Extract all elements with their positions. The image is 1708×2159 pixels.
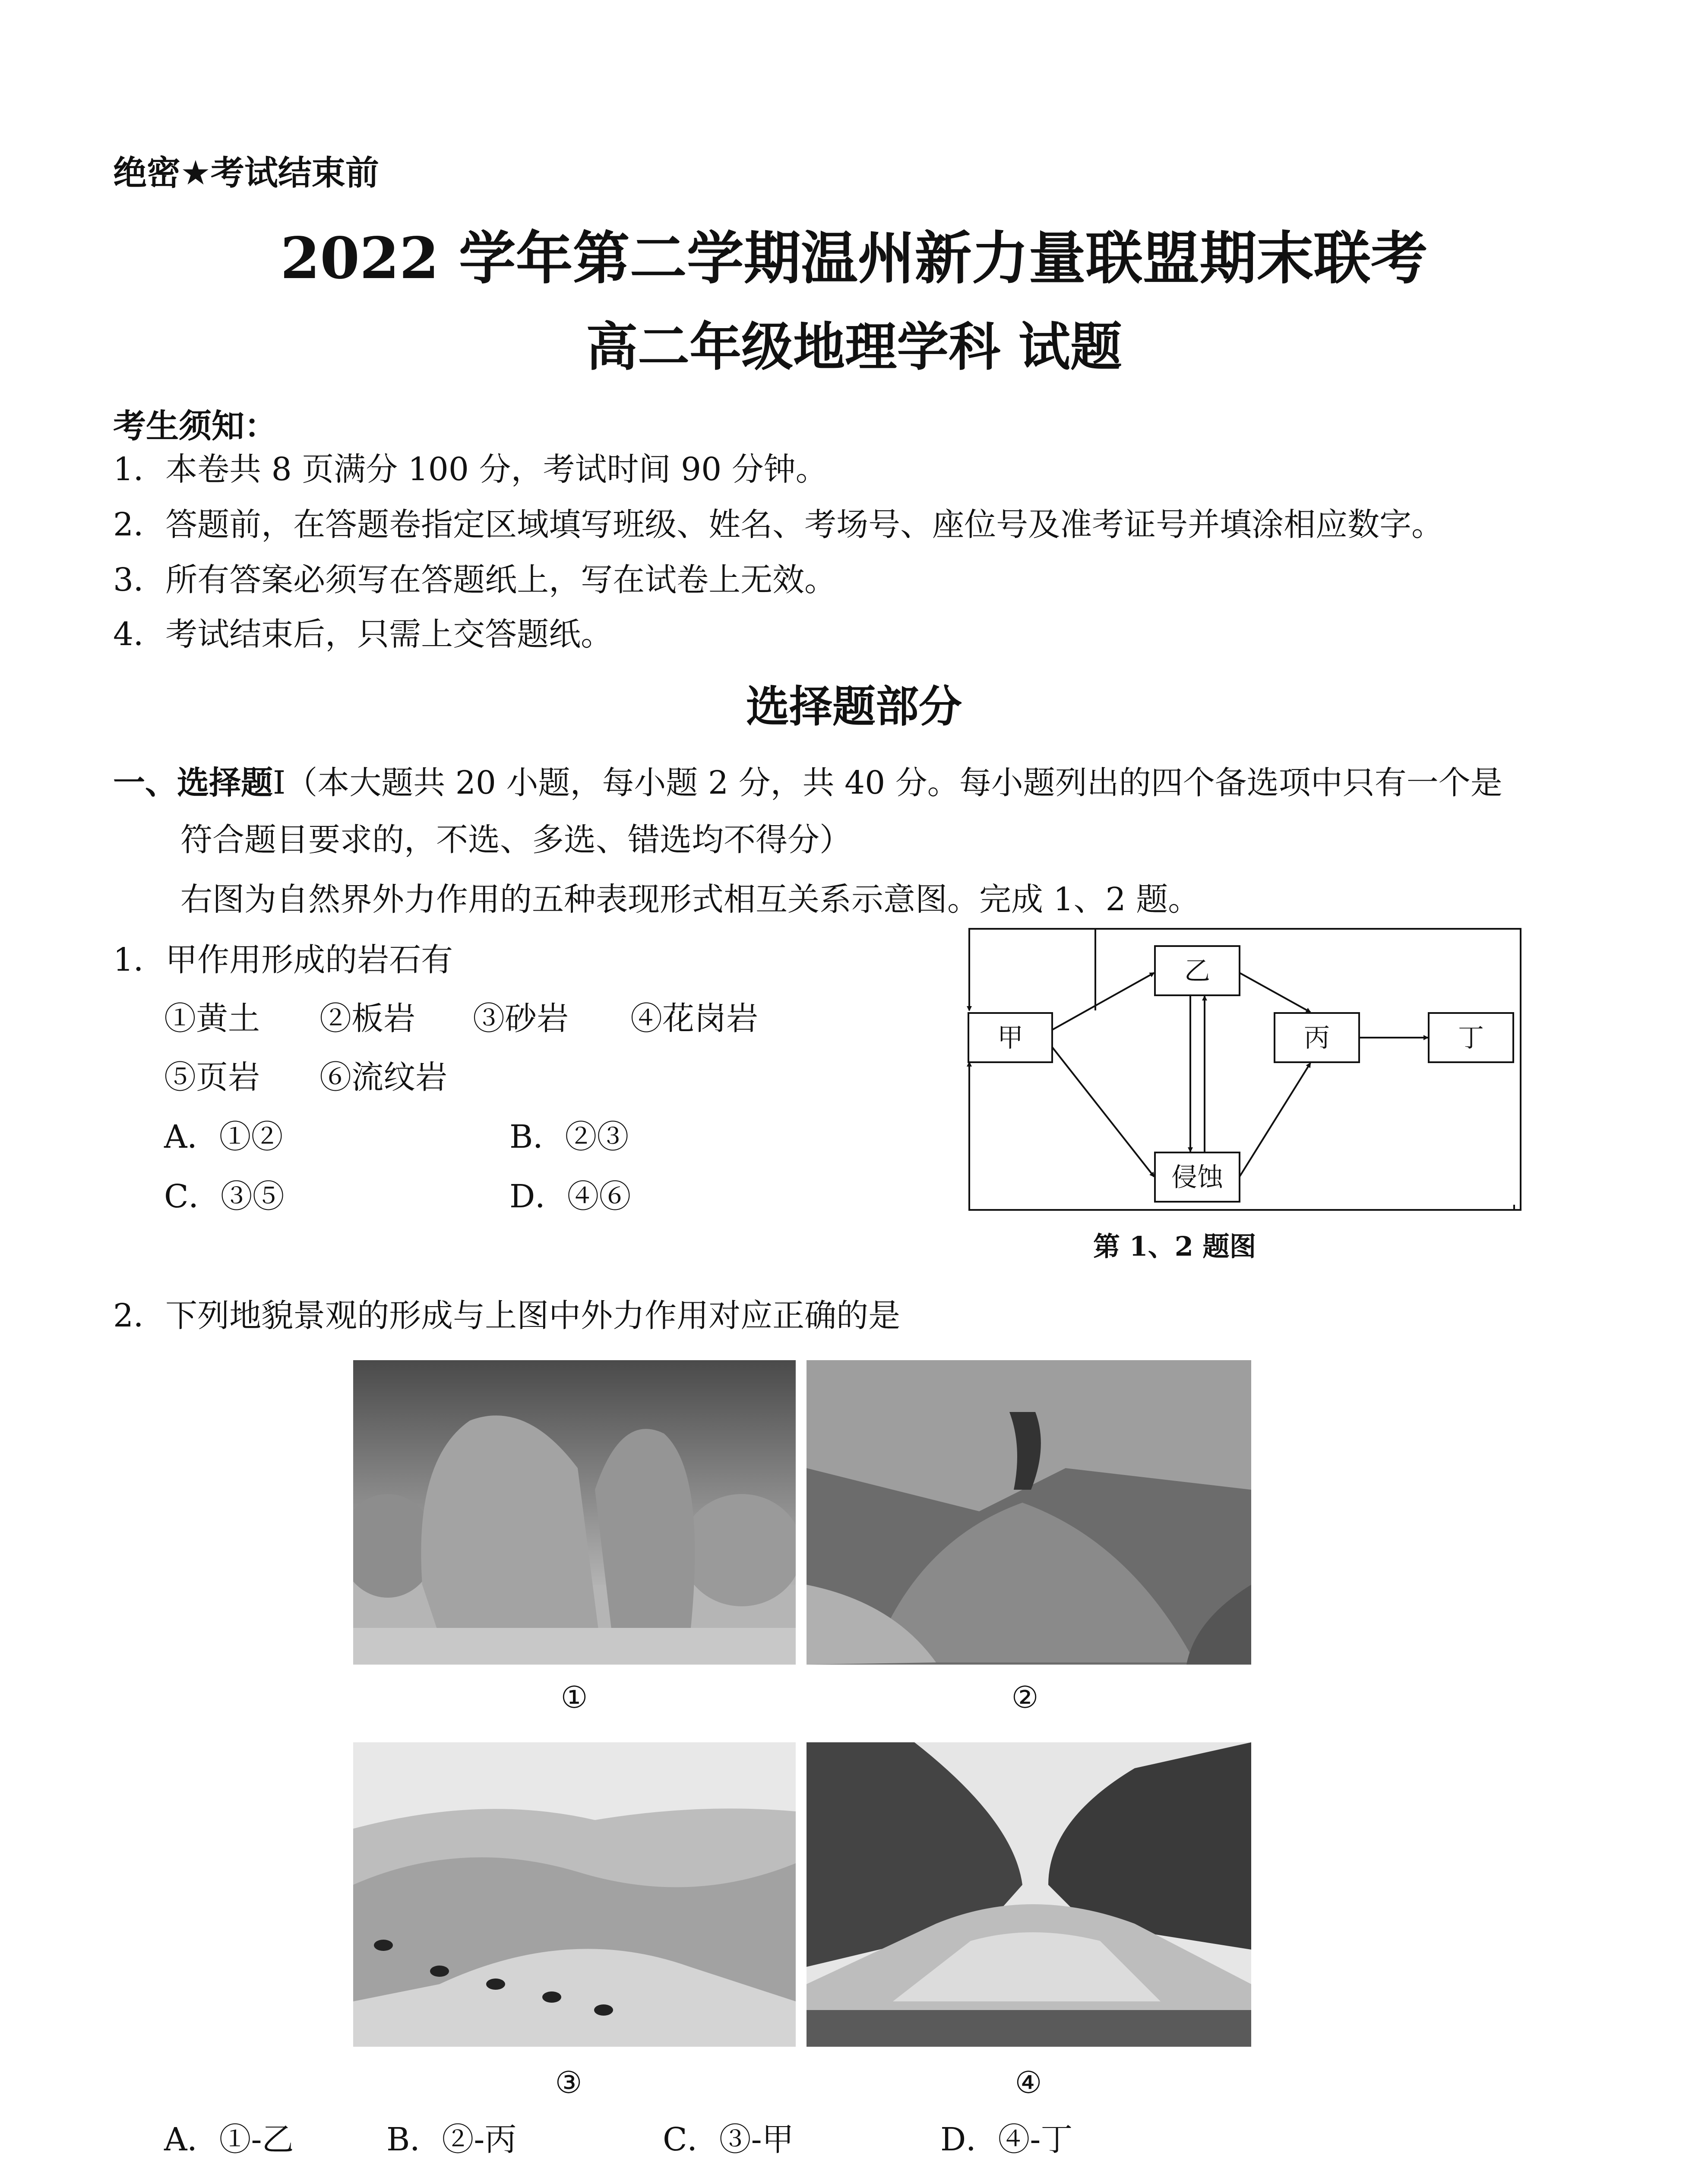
- q1-option: ④花岗岩: [630, 1000, 758, 1037]
- choice-c[interactable]: C．③-甲: [663, 2121, 794, 2158]
- diagram-caption: 第 1、2 题图: [1093, 1231, 1256, 1262]
- choice-c[interactable]: C．③⑤: [164, 1178, 285, 1215]
- photo-fjord: [807, 1742, 1251, 2047]
- notice-item: 3．所有答案必须写在答题纸上，写在试卷上无效。: [113, 561, 837, 598]
- notice-heading: 考生须知：: [113, 407, 277, 445]
- notice-item: 4．考试结束后，只需上交答题纸。: [113, 616, 613, 653]
- photo-label: ①: [560, 1680, 588, 1715]
- choice-b[interactable]: B．②-丙: [386, 2121, 517, 2158]
- outer-loop-line: [1095, 929, 1521, 1210]
- arrow-jia-erosion: [1052, 1047, 1154, 1177]
- part-label: 一、选择题: [113, 764, 273, 801]
- photo-label: ②: [1011, 1680, 1039, 1715]
- photo-label: ④: [1015, 2065, 1042, 2100]
- photo-sand-dunes: [353, 1742, 796, 2047]
- section-title: 选择题部分: [746, 681, 962, 732]
- arrow-erosion-bing: [1240, 1063, 1310, 1177]
- arrow-yi-bing: [1240, 973, 1310, 1012]
- node-jia-label: 甲: [997, 1023, 1023, 1053]
- choice-a[interactable]: A．①②: [164, 1118, 283, 1155]
- node-erosion-label: 侵蚀: [1171, 1162, 1223, 1193]
- outer-loop-bottom-arrow: [969, 929, 1521, 1010]
- part-description-cont: 符合题目要求的，不选、多选、错选均不得分）: [180, 821, 851, 858]
- notice-item: 1．本卷共 8 页满分 100 分，考试时间 90 分钟。: [113, 451, 828, 488]
- node-ding-label: 丁: [1458, 1023, 1484, 1053]
- node-yi-label: 乙: [1184, 956, 1210, 986]
- choice-b[interactable]: B．②③: [509, 1118, 629, 1155]
- notice-item: 2．答题前，在答题卷指定区域填写班级、姓名、考场号、座位号及准考证号并填涂相应数字。: [113, 506, 1444, 543]
- q1-option: ⑥流纹岩: [319, 1059, 447, 1096]
- q1-option: ③砂岩: [473, 1000, 569, 1037]
- exam-title: 2022 学年第二学期温州新力量联盟期末联考: [280, 225, 1428, 292]
- arrow-jia-yi: [1052, 973, 1154, 1030]
- part-description: Ⅰ（本大题共 20 小题，每小题 2 分，共 40 分。每小题列出的四个备选项中只有一个是: [273, 764, 1502, 801]
- q1-option: ①黄土: [164, 1000, 260, 1037]
- photo-split-boulder: [353, 1360, 796, 1665]
- question-intro: 右图为自然界外力作用的五种表现形式相互关系示意图。完成 1、2 题。: [180, 881, 1200, 918]
- part-heading: [113, 764, 1502, 801]
- question-1-stem: 1．甲作用形成的岩石有: [113, 941, 453, 978]
- question-2-stem: 2．下列地貌景观的形成与上图中外力作用对应正确的是: [113, 1297, 901, 1334]
- q1-option: ⑤页岩: [164, 1059, 260, 1096]
- node-bing-label: 丙: [1304, 1023, 1330, 1053]
- photo-alluvial-fan: [807, 1360, 1251, 1665]
- photo-label: ③: [555, 2065, 582, 2100]
- confidential-mark: 绝密★考试结束前: [113, 154, 379, 193]
- q1-option: ②板岩: [319, 1000, 415, 1037]
- choice-d[interactable]: D．④-丁: [940, 2121, 1073, 2158]
- choice-d[interactable]: D．④⑥: [509, 1178, 631, 1215]
- choice-a[interactable]: A．①-乙: [164, 2121, 294, 2158]
- exam-subtitle: 高二年级地理学科 试题: [586, 317, 1122, 377]
